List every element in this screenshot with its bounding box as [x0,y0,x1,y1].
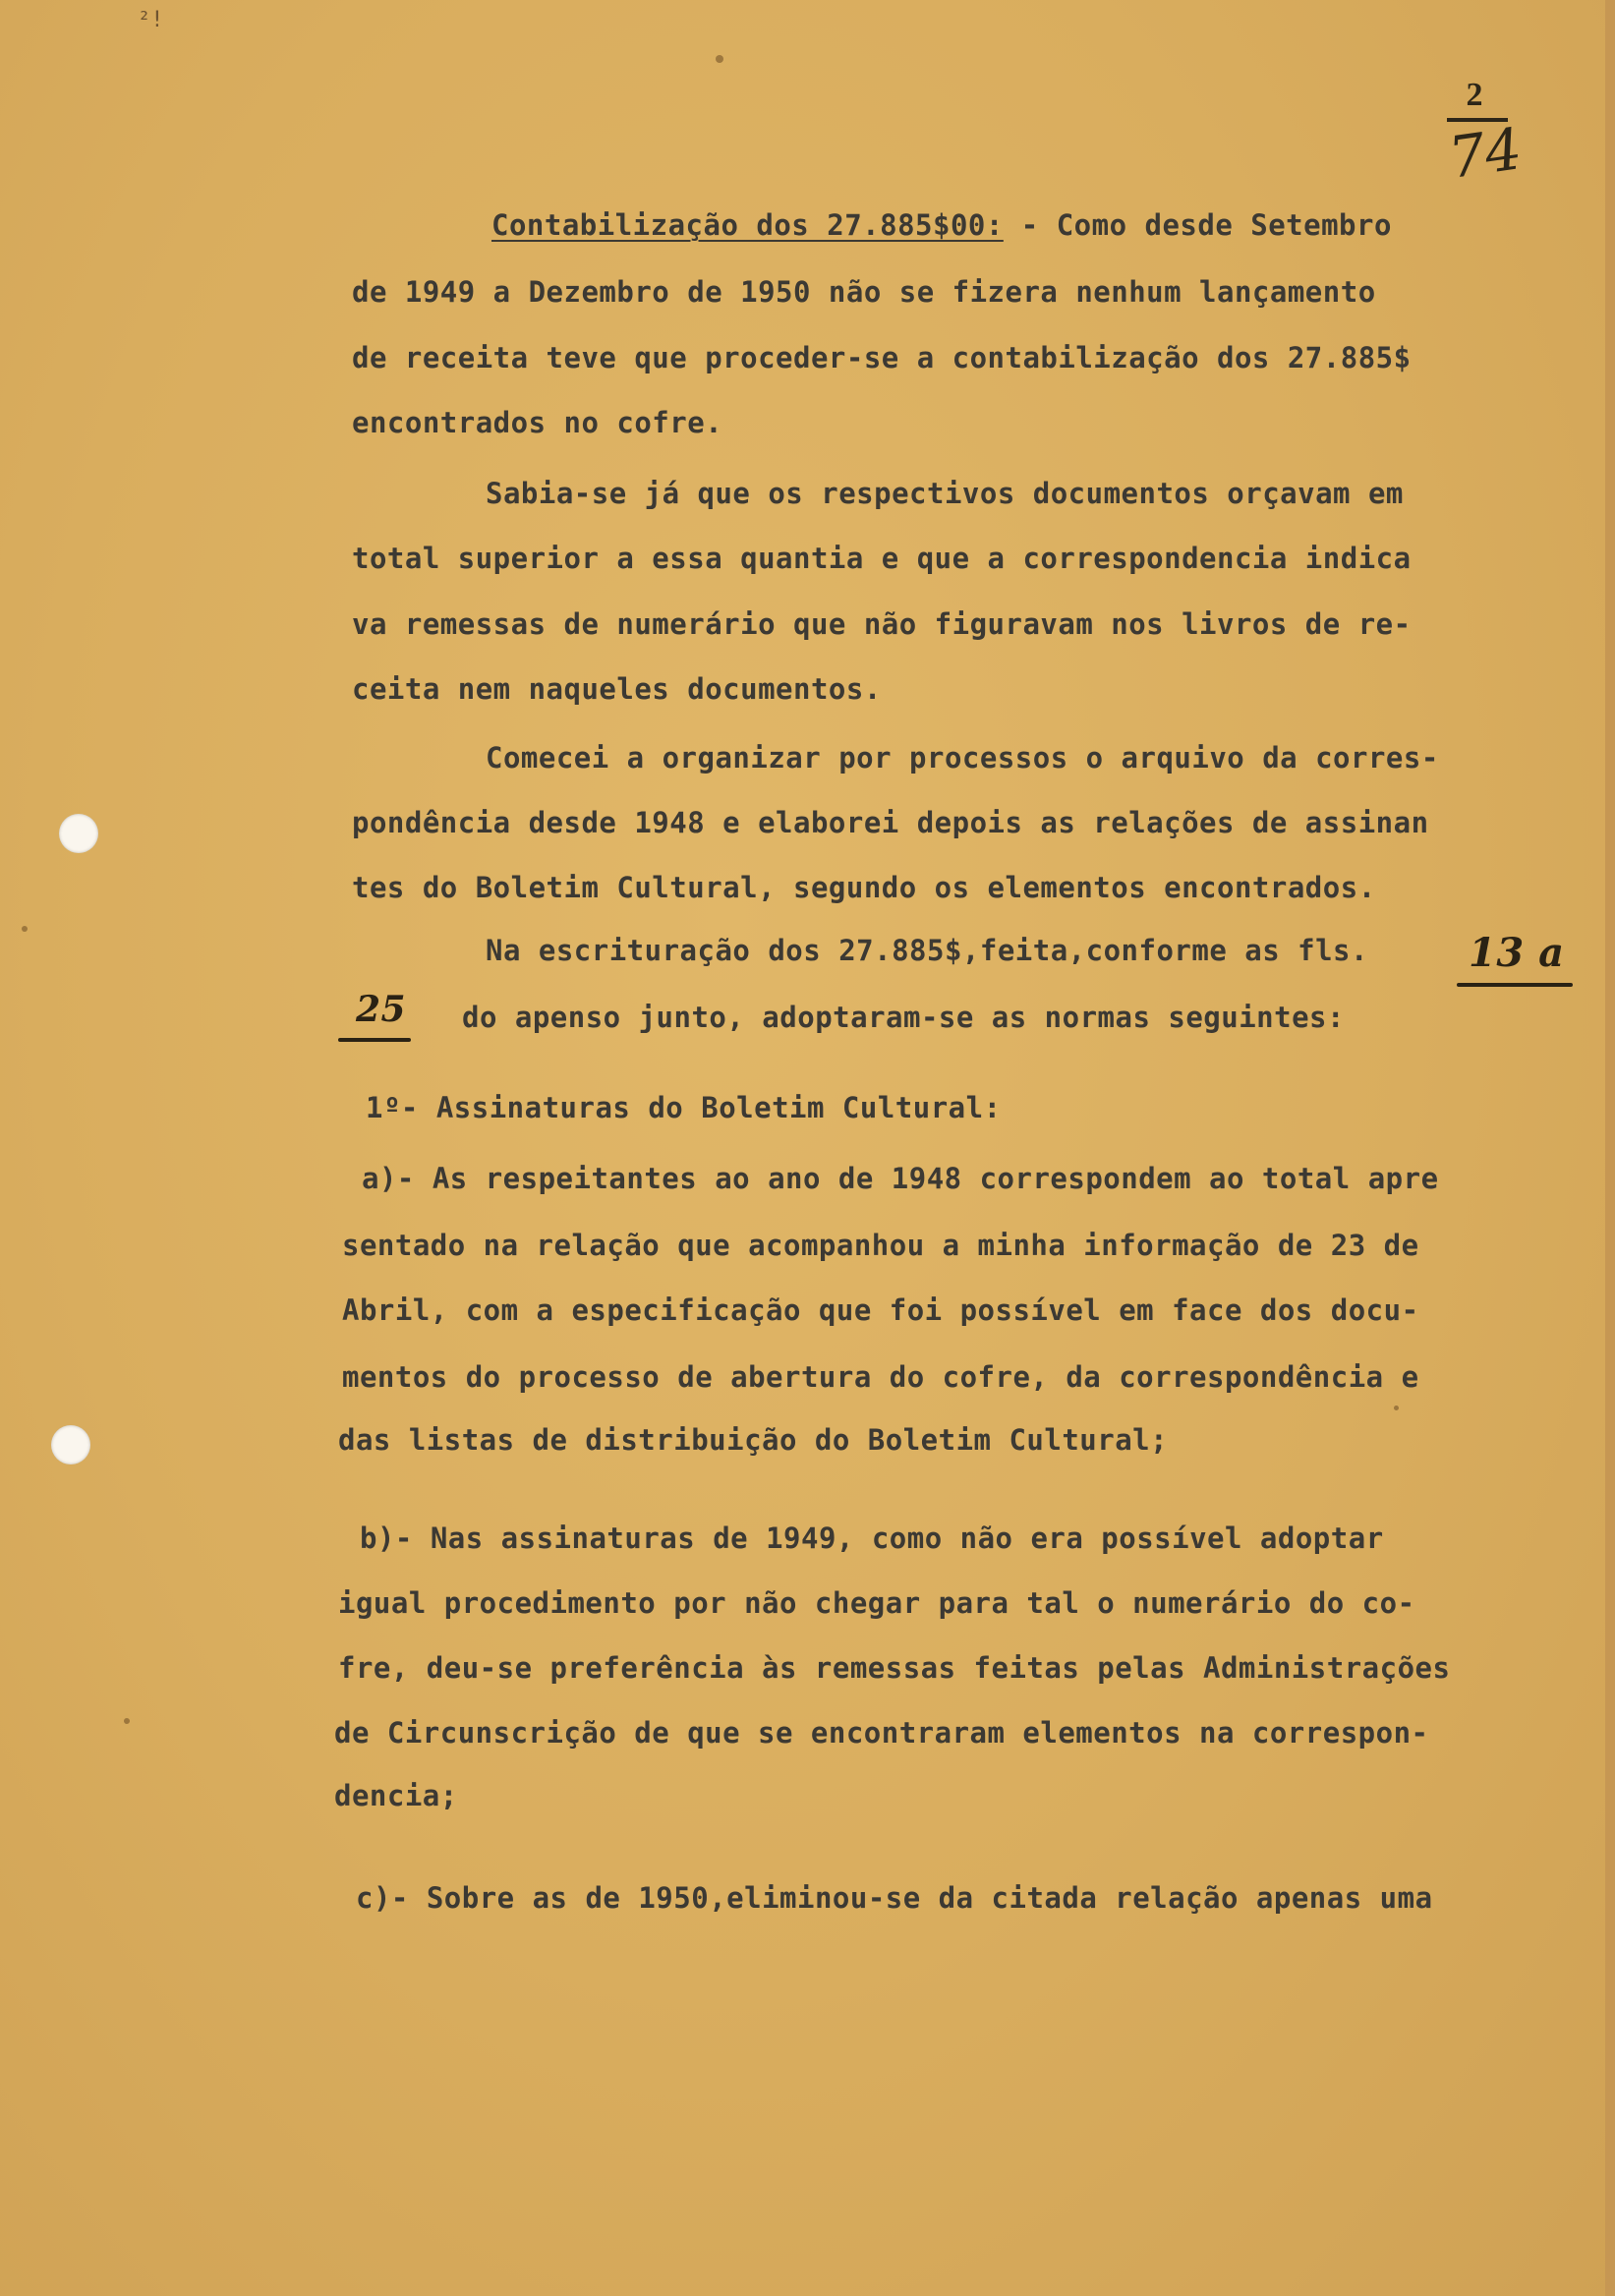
paragraph-4-line-2: do apenso junto, adoptaram-se as normas seguintes: [462,1001,1345,1034]
handwritten-page-to: 25 [356,989,407,1030]
handwritten-page-from: 13 a [1469,930,1565,976]
paragraph-1-line-2: de 1949 a Dezembro de 1950 não se fizera nenhum lançamento [352,275,1376,309]
corner-mark: ²! [138,8,164,32]
handwritten-underline [338,1038,411,1042]
item-a-line-5: das listas de distribuição do Boletim Cultural; [338,1423,1169,1457]
folio-top-number: 2 [1466,77,1483,113]
item-b-line-2: igual procedimento por não chegar para tal o numerário do co- [338,1586,1415,1620]
item-b-line-5: dencia; [334,1779,458,1812]
paragraph-4-line-1: Na escrituração dos 27.885$,feita,conforme as fls. [486,934,1368,967]
item-b-line-4: de Circunscrição de que se encontraram elementos na correspon- [334,1716,1429,1750]
paragraph-3-line-1: Comecei a organizar por processos o arquivo da corres- [486,741,1439,775]
item-a-line-2: sentado na relação que acompanhou a minha informação de 23 de [342,1229,1419,1262]
paragraph-1-line-3: de receita teve que proceder-se a contabilização dos 27.885$ [352,341,1412,374]
paragraph-1-line-1: Contabilização dos 27.885$00: - Como desde Setembro [491,208,1392,242]
item-a-line-3: Abril, com a especificação que foi possível em face dos docu- [342,1293,1419,1327]
item-a-line-4: mentos do processo de abertura do cofre, da correspondência e [342,1360,1419,1394]
paragraph-2-line-2: total superior a essa quantia e que a correspondencia indica [352,542,1412,575]
item-a-line-1: a)- As respeitantes ao ano de 1948 correspondem ao total apre [362,1162,1439,1195]
paragraph-1-line-4: encontrados no cofre. [352,406,723,439]
paragraph-2-line-4: ceita nem naqueles documentos. [352,672,882,706]
paragraph-2-line-1: Sabia-se já que os respectivos documentos orçavam em [486,477,1404,510]
section-1-title: 1º- Assinaturas do Boletim Cultural: [366,1091,1002,1124]
paragraph-3-line-2: pondência desde 1948 e elaborei depois as relações de assinan [352,806,1429,839]
item-b-line-1: b)- Nas assinaturas de 1949, como não era possível adoptar [360,1521,1384,1555]
paragraph-3-line-3: tes do Boletim Cultural, segundo os elementos encontrados. [352,871,1376,904]
section-heading: Contabilização dos 27.885$00: [491,208,1004,242]
paragraph-2-line-3: va remessas de numerário que não figuravam nos livros de re- [352,607,1412,641]
item-c-line-1: c)- Sobre as de 1950,eliminou-se da citada relação apenas uma [356,1881,1433,1915]
handwritten-underline [1457,983,1573,987]
folio-bottom-number: 74 [1444,115,1527,192]
item-b-line-3: fre, deu-se preferência às remessas feitas pelas Administrações [338,1651,1451,1685]
